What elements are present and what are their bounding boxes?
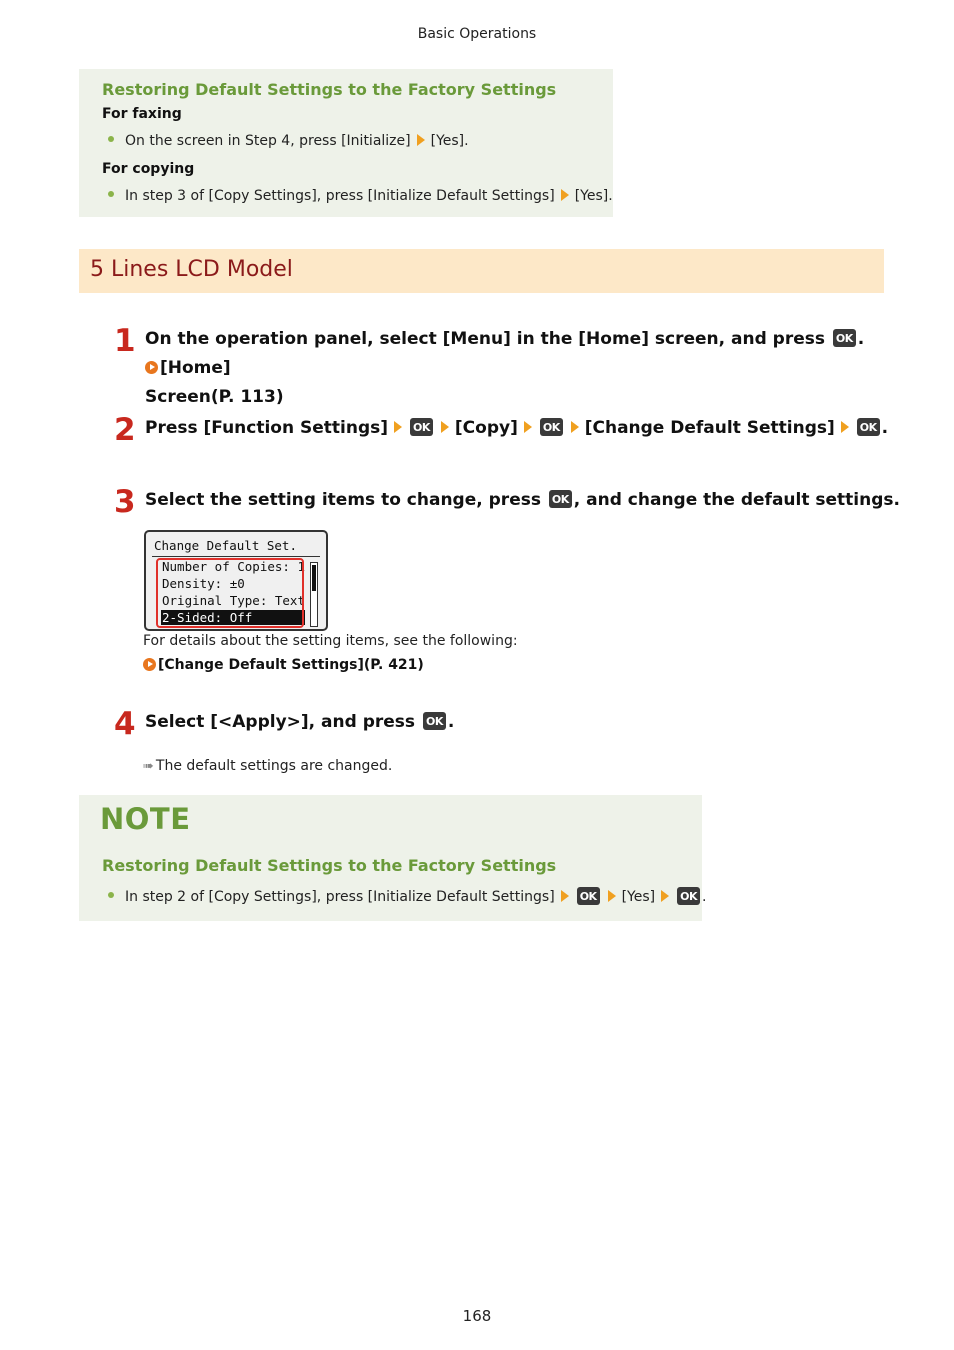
ok-key-icon: OK (677, 887, 700, 905)
step-4-text (145, 708, 454, 737)
step-1-period: . (857, 329, 865, 349)
step-2-text (145, 414, 888, 443)
lcd-scrollbar-thumb (312, 565, 316, 591)
copying-bullet-end: [Yes]. (574, 188, 613, 204)
bottom-note-period: . (701, 889, 707, 905)
faxing-label: For faxing (102, 106, 182, 122)
home-screen-link[interactable]: [Home] (160, 358, 231, 378)
ok-key-icon: OK (577, 887, 600, 905)
lcd-row: Number of Copies: 1 (162, 559, 305, 574)
bottom-note-yes: [Yes] (621, 889, 656, 905)
step-number: 2 (114, 412, 136, 448)
bottom-note-bullet (108, 888, 706, 906)
link-arrow-icon (145, 361, 158, 374)
ok-key-icon: OK (423, 712, 446, 730)
bottom-note-bullet-text: In step 2 of [Copy Settings], press [Initialize Default Settings] (125, 889, 555, 905)
link-arrow-icon (143, 658, 156, 671)
step-3-details-text: For details about the setting items, see the following: (143, 633, 518, 649)
step-2-copy: [Copy] (454, 418, 518, 438)
bullet-dot-icon (108, 892, 114, 898)
arrow-right-icon (394, 421, 402, 433)
note-title: NOTE (100, 802, 191, 836)
faxing-bullet-text: On the screen in Step 4, press [Initialize] (125, 133, 411, 149)
lcd-screen (144, 530, 328, 631)
ok-key-icon: OK (857, 418, 880, 436)
faxing-bullet-end: [Yes]. (430, 133, 469, 149)
lcd-title: Change Default Set. (154, 538, 297, 553)
step-1-text (145, 325, 875, 412)
change-default-settings-link[interactable] (143, 657, 424, 673)
step-2-function-settings: Press [Function Settings] (145, 418, 389, 438)
bullet-dot-icon (108, 191, 114, 197)
arrow-right-icon (441, 421, 449, 433)
arrow-right-icon (661, 890, 669, 902)
step-4-period: . (447, 712, 455, 732)
home-screen-link-page[interactable]: Screen(P. 113) (145, 387, 284, 407)
ok-key-icon: OK (549, 490, 572, 508)
lcd-row-selected: 2-Sided: Off (161, 610, 305, 625)
arrow-right-icon (417, 134, 425, 146)
arrow-right-icon (841, 421, 849, 433)
step-number: 4 (114, 706, 136, 742)
step-2-change-default: [Change Default Settings] (584, 418, 835, 438)
ok-key-icon: OK (410, 418, 433, 436)
step-4-result-text: The default settings are changed. (155, 758, 393, 774)
step-number: 3 (114, 484, 136, 520)
ok-key-icon: OK (540, 418, 563, 436)
step-number: 1 (114, 323, 136, 359)
step-2-period: . (881, 418, 889, 438)
step-4-result (143, 758, 392, 774)
lcd-row: Density: ±0 (162, 576, 245, 591)
arrow-right-icon (561, 189, 569, 201)
page-number: 168 (462, 1307, 492, 1325)
top-note-heading: Restoring Default Settings to the Factory Settings (102, 80, 557, 99)
lcd-scrollbar (310, 562, 318, 627)
arrow-right-icon (524, 421, 532, 433)
copying-label: For copying (102, 161, 195, 177)
result-arrow-icon: ➠ (143, 759, 154, 774)
arrow-right-icon (608, 890, 616, 902)
arrow-right-icon (571, 421, 579, 433)
faxing-bullet (108, 133, 469, 149)
step-1-instruction: On the operation panel, select [Menu] in the [Home] screen, and press (145, 329, 825, 349)
lcd-highlight-frame (156, 558, 304, 628)
running-header: Basic Operations (417, 26, 537, 42)
lcd-row: Original Type: Text (162, 593, 305, 608)
copying-bullet (108, 188, 613, 204)
step-3-instruction-end: , and change the default settings. (573, 490, 900, 510)
step-3-text (145, 486, 900, 515)
change-default-settings-link-text[interactable]: [Change Default Settings](P. 421) (158, 657, 424, 673)
copying-bullet-text: In step 3 of [Copy Settings], press [Initialize Default Settings] (125, 188, 555, 204)
arrow-right-icon (561, 890, 569, 902)
lcd-divider (152, 556, 320, 557)
bottom-note-heading: Restoring Default Settings to the Factory Settings (102, 856, 557, 875)
section-title: 5 Lines LCD Model (90, 257, 293, 282)
step-4-instruction: Select [<Apply>], and press (145, 712, 416, 732)
ok-key-icon: OK (833, 329, 856, 347)
step-3-instruction: Select the setting items to change, press (145, 490, 541, 510)
bullet-dot-icon (108, 136, 114, 142)
